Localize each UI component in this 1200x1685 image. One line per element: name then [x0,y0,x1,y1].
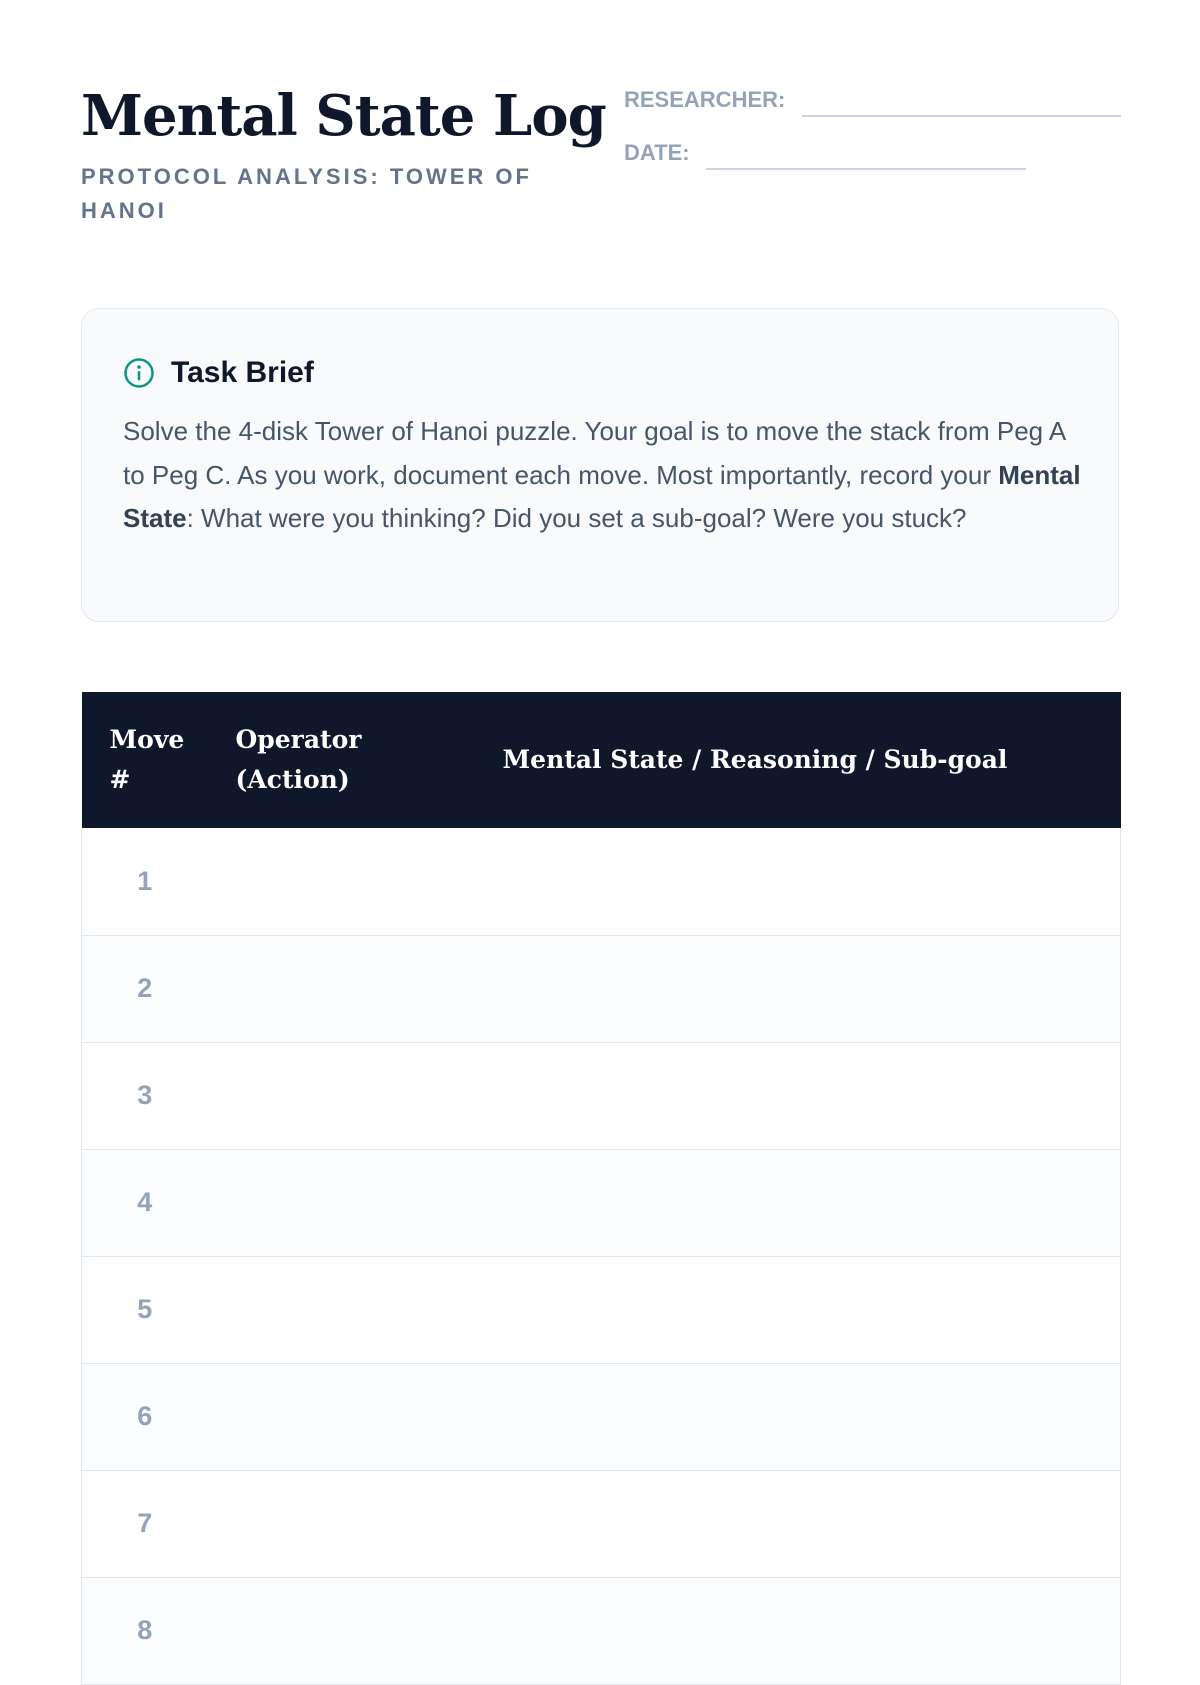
operator-cell[interactable] [208,1363,475,1470]
move-number: 5 [82,1256,208,1363]
operator-cell[interactable] [208,935,475,1042]
task-brief-title: Task Brief [171,356,314,389]
mental-state-cell[interactable] [475,1256,1121,1363]
page-title: Mental State Log [81,83,606,149]
table-header-row [82,692,1121,828]
move-number: 7 [82,1470,208,1577]
operator-cell[interactable] [208,1256,475,1363]
table-row [82,1256,1121,1363]
move-number: 3 [82,1042,208,1149]
operator-cell[interactable] [208,1042,475,1149]
table-row [82,828,1121,935]
researcher-field [624,86,1121,139]
operator-cell[interactable] [208,1577,475,1684]
mental-state-cell[interactable] [475,1363,1121,1470]
table-row [82,935,1121,1042]
date-label: DATE: [624,140,690,165]
operator-cell[interactable] [208,1149,475,1256]
move-number: 4 [82,1149,208,1256]
task-brief-emphasis: Mental State [123,459,1081,533]
table-row [82,1149,1121,1256]
table-row [82,1042,1121,1149]
task-brief-header [123,353,314,393]
page-subtitle: PROTOCOL ANALYSIS: TOWER OF HANOI [81,164,532,223]
mental-state-cell[interactable] [475,1042,1121,1149]
move-number: 2 [82,935,208,1042]
meta-fields [624,86,1121,192]
header-mental-state: Mental State / Reasoning / Sub-goal [475,692,1121,828]
mental-state-cell[interactable] [475,1470,1121,1577]
table-row [82,1470,1121,1577]
move-log-table [81,692,1121,1685]
table-row [82,1363,1121,1470]
researcher-label: RESEARCHER: [624,87,786,112]
move-number: 6 [82,1363,208,1470]
worksheet-page [81,0,1121,1645]
operator-cell[interactable] [208,828,475,935]
task-brief-card [81,308,1119,622]
mental-state-cell[interactable] [475,1149,1121,1256]
mental-state-cell[interactable] [475,828,1121,935]
task-brief-text-start: Solve the 4-disk Tower of Hanoi puzzle. Your goal is to move the stack from Peg A to Peg C. As you work, document each move. Most importantly, record your [123,416,1065,490]
date-field [624,139,1121,192]
header-move-number: Move # [82,692,208,828]
mental-state-cell[interactable] [475,935,1121,1042]
operator-cell[interactable] [208,1470,475,1577]
info-icon [123,357,155,389]
table-row [82,1577,1121,1684]
mental-state-cell[interactable] [475,1577,1121,1684]
header-operator: Operator (Action) [208,692,475,828]
move-number: 8 [82,1577,208,1684]
date-input-line[interactable] [706,168,1026,170]
task-brief-text-end: : What were you thinking? Did you set a sub-goal? Were you stuck? [186,503,967,533]
task-brief-text [123,410,1083,541]
move-number: 1 [82,828,208,935]
researcher-input-line[interactable] [802,115,1121,117]
page-header [81,80,1121,230]
